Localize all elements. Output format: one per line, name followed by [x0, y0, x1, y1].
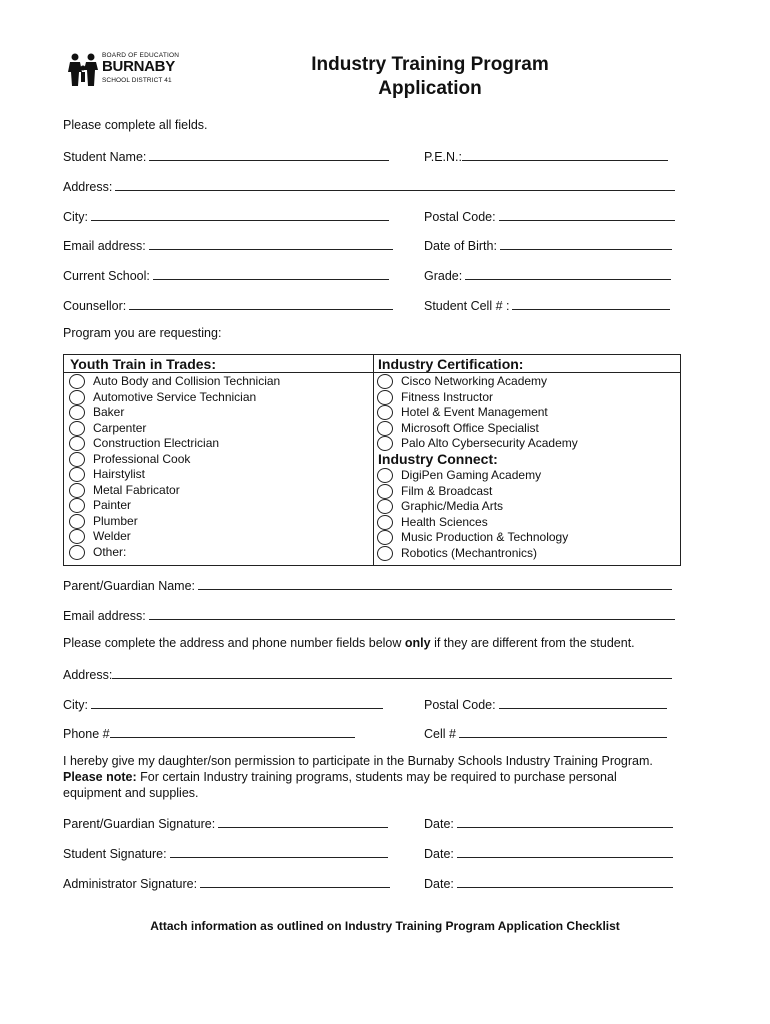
program-option-label: Professional Cook	[93, 451, 191, 466]
logo-board-text: BOARD OF EDUCATION	[102, 52, 180, 59]
grade-label: Grade:	[424, 269, 463, 283]
footer-note: Attach information as outlined on Industry Training Program Application Checklist	[150, 919, 620, 933]
admin-signature-label: Administrator Signature:	[63, 877, 198, 891]
guardian-date-label: Date:	[424, 817, 454, 831]
permission-note: Please note: For certain Industry training programs, students may be required to purchase personal	[63, 770, 617, 784]
program-option-label: Plumber	[93, 513, 138, 528]
program-prompt: Program you are requesting:	[63, 326, 222, 340]
radio-button[interactable]	[377, 530, 393, 545]
program-option[interactable]	[69, 483, 359, 498]
radio-button[interactable]	[69, 390, 85, 405]
program-option-label: Hotel & Event Management	[401, 405, 548, 419]
guardian-city-field[interactable]	[63, 696, 383, 712]
guardian-city-label: City:	[63, 698, 88, 712]
program-option-label: Auto Body and Collision Technician	[93, 374, 281, 388]
program-option[interactable]	[69, 514, 359, 529]
program-option-label: Fitness Instructor	[401, 389, 494, 404]
guardian-address-label: Address:	[63, 668, 113, 682]
program-option-label: Automotive Service Technician	[93, 389, 257, 404]
program-option[interactable]	[69, 529, 359, 544]
radio-button[interactable]	[377, 436, 393, 451]
student-email-label: Email address:	[63, 239, 146, 253]
program-option-label: Robotics (Mechantronics)	[401, 545, 538, 560]
radio-button[interactable]	[377, 499, 393, 514]
student-address-label: Address:	[63, 180, 113, 194]
guardian-address-field[interactable]	[63, 666, 672, 682]
radio-button[interactable]	[377, 374, 393, 389]
dob-label: Date of Birth:	[424, 239, 497, 253]
program-table	[63, 354, 681, 566]
guardian-postal-field[interactable]	[424, 696, 667, 712]
student-address-field[interactable]	[63, 178, 675, 194]
program-option-label: Music Production & Technology	[401, 530, 569, 544]
program-option-label: Welder	[93, 529, 131, 543]
youth-train-heading: Youth Train in Trades:	[70, 356, 216, 372]
intro-text: Please complete all fields.	[63, 118, 208, 132]
student-email-field[interactable]	[63, 237, 393, 253]
radio-button[interactable]	[377, 484, 393, 499]
program-option[interactable]	[69, 545, 359, 560]
logo-burnaby-text: BURNABY	[102, 58, 175, 75]
program-option-label: Palo Alto Cybersecurity Academy	[401, 436, 578, 450]
guardian-email-label: Email address:	[63, 609, 146, 623]
admin-signature-field[interactable]	[63, 875, 390, 891]
radio-button[interactable]	[377, 421, 393, 436]
student-cell-label: Student Cell # :	[424, 299, 510, 313]
program-option-label: Baker	[93, 405, 125, 419]
student-name-field[interactable]	[63, 148, 389, 164]
pen-label: P.E.N.:	[424, 150, 462, 164]
school-district-logo	[66, 52, 180, 88]
permission-note-line2: equipment and supplies.	[63, 786, 199, 800]
industry-certification-heading: Industry Certification:	[378, 356, 524, 372]
program-option-label: Hairstylist	[93, 467, 146, 481]
guardian-cell-field[interactable]	[424, 725, 667, 741]
program-option[interactable]	[377, 468, 667, 483]
radio-button[interactable]	[69, 436, 85, 451]
program-option-label: DigiPen Gaming Academy	[401, 468, 542, 482]
guardian-email-field[interactable]	[63, 607, 675, 623]
guardian-name-field[interactable]	[63, 577, 672, 593]
guardian-postal-label: Postal Code:	[424, 698, 496, 712]
pen-field[interactable]	[424, 148, 668, 164]
radio-button[interactable]	[69, 452, 85, 467]
grade-field[interactable]	[424, 267, 671, 283]
student-date-label: Date:	[424, 847, 454, 861]
program-option-label: Health Sciences	[401, 514, 488, 529]
program-option[interactable]	[377, 405, 667, 420]
admin-date-field[interactable]	[424, 875, 673, 891]
program-option[interactable]	[69, 374, 359, 389]
radio-button[interactable]	[377, 390, 393, 405]
program-option-label: Painter	[93, 498, 132, 512]
student-signature-field[interactable]	[63, 845, 388, 861]
program-option[interactable]	[377, 436, 667, 451]
dob-field[interactable]	[424, 237, 672, 253]
program-option[interactable]	[377, 421, 667, 436]
radio-button[interactable]	[377, 515, 393, 530]
radio-button[interactable]	[69, 498, 85, 513]
radio-button[interactable]	[69, 405, 85, 420]
program-option[interactable]	[377, 374, 667, 389]
guardian-note: Please complete the address and phone number fields below only if they are different from the student.	[63, 636, 635, 650]
radio-button[interactable]	[69, 545, 85, 560]
student-signature-label: Student Signature:	[63, 847, 167, 861]
program-option[interactable]	[69, 390, 359, 405]
program-option-label: Construction Electrician	[93, 436, 220, 450]
student-date-field[interactable]	[424, 845, 673, 861]
program-option[interactable]	[69, 405, 359, 420]
guardian-signature-label: Parent/Guardian Signature:	[63, 817, 216, 831]
program-option[interactable]	[377, 546, 667, 561]
program-option-label: Carpenter	[93, 420, 147, 435]
industry-connect-heading: Industry Connect:	[378, 451, 498, 467]
program-option[interactable]	[69, 452, 359, 467]
guardian-cell-label: Cell #	[424, 727, 456, 741]
radio-button[interactable]	[69, 374, 85, 389]
program-option-label: Metal Fabricator	[93, 482, 180, 497]
student-postal-field[interactable]	[424, 208, 675, 224]
program-option-label: Film & Broadcast	[401, 483, 493, 498]
guardian-name-label: Parent/Guardian Name:	[63, 579, 196, 593]
program-option[interactable]	[377, 390, 667, 405]
program-option-label: Other:	[93, 544, 127, 559]
current-school-field[interactable]	[63, 267, 389, 283]
program-option-label: Microsoft Office Specialist	[401, 420, 539, 435]
radio-button[interactable]	[377, 546, 393, 561]
program-option[interactable]	[377, 530, 667, 545]
counsellor-field[interactable]	[63, 297, 393, 313]
program-option[interactable]	[69, 498, 359, 513]
logo-district-text: SCHOOL DISTRICT 41	[102, 77, 172, 84]
student-postal-label: Postal Code:	[424, 210, 496, 224]
radio-button[interactable]	[69, 467, 85, 482]
guardian-phone-field[interactable]	[63, 725, 355, 741]
radio-button[interactable]	[377, 468, 393, 483]
radio-button[interactable]	[69, 421, 85, 436]
permission-text: I hereby give my daughter/son permission to participate in the Burnaby Schools Industry Training Program.	[63, 754, 653, 768]
student-city-label: City:	[63, 210, 88, 224]
counsellor-label: Counsellor:	[63, 299, 127, 313]
program-option-label: Graphic/Media Arts	[401, 499, 504, 513]
page-title-line1: Industry Training Program	[311, 54, 549, 75]
guardian-date-field[interactable]	[424, 815, 673, 831]
student-city-field[interactable]	[63, 208, 389, 224]
radio-button[interactable]	[69, 529, 85, 544]
page-title-line2: Application	[378, 78, 482, 99]
guardian-signature-field[interactable]	[63, 815, 388, 831]
program-option[interactable]	[69, 436, 359, 451]
student-cell-field[interactable]	[424, 297, 670, 313]
student-name-label: Student Name:	[63, 150, 147, 164]
program-option[interactable]	[377, 499, 667, 514]
program-option[interactable]	[69, 467, 359, 482]
program-option[interactable]	[69, 421, 359, 436]
program-option[interactable]	[377, 484, 667, 499]
family-figures-icon	[66, 52, 102, 88]
program-option[interactable]	[377, 515, 667, 530]
radio-button[interactable]	[69, 514, 85, 529]
radio-button[interactable]	[377, 405, 393, 420]
current-school-label: Current School:	[63, 269, 150, 283]
radio-button[interactable]	[69, 483, 85, 498]
admin-date-label: Date:	[424, 877, 454, 891]
program-option-label: Cisco Networking Academy	[401, 374, 548, 388]
guardian-phone-label: Phone #	[63, 727, 110, 741]
